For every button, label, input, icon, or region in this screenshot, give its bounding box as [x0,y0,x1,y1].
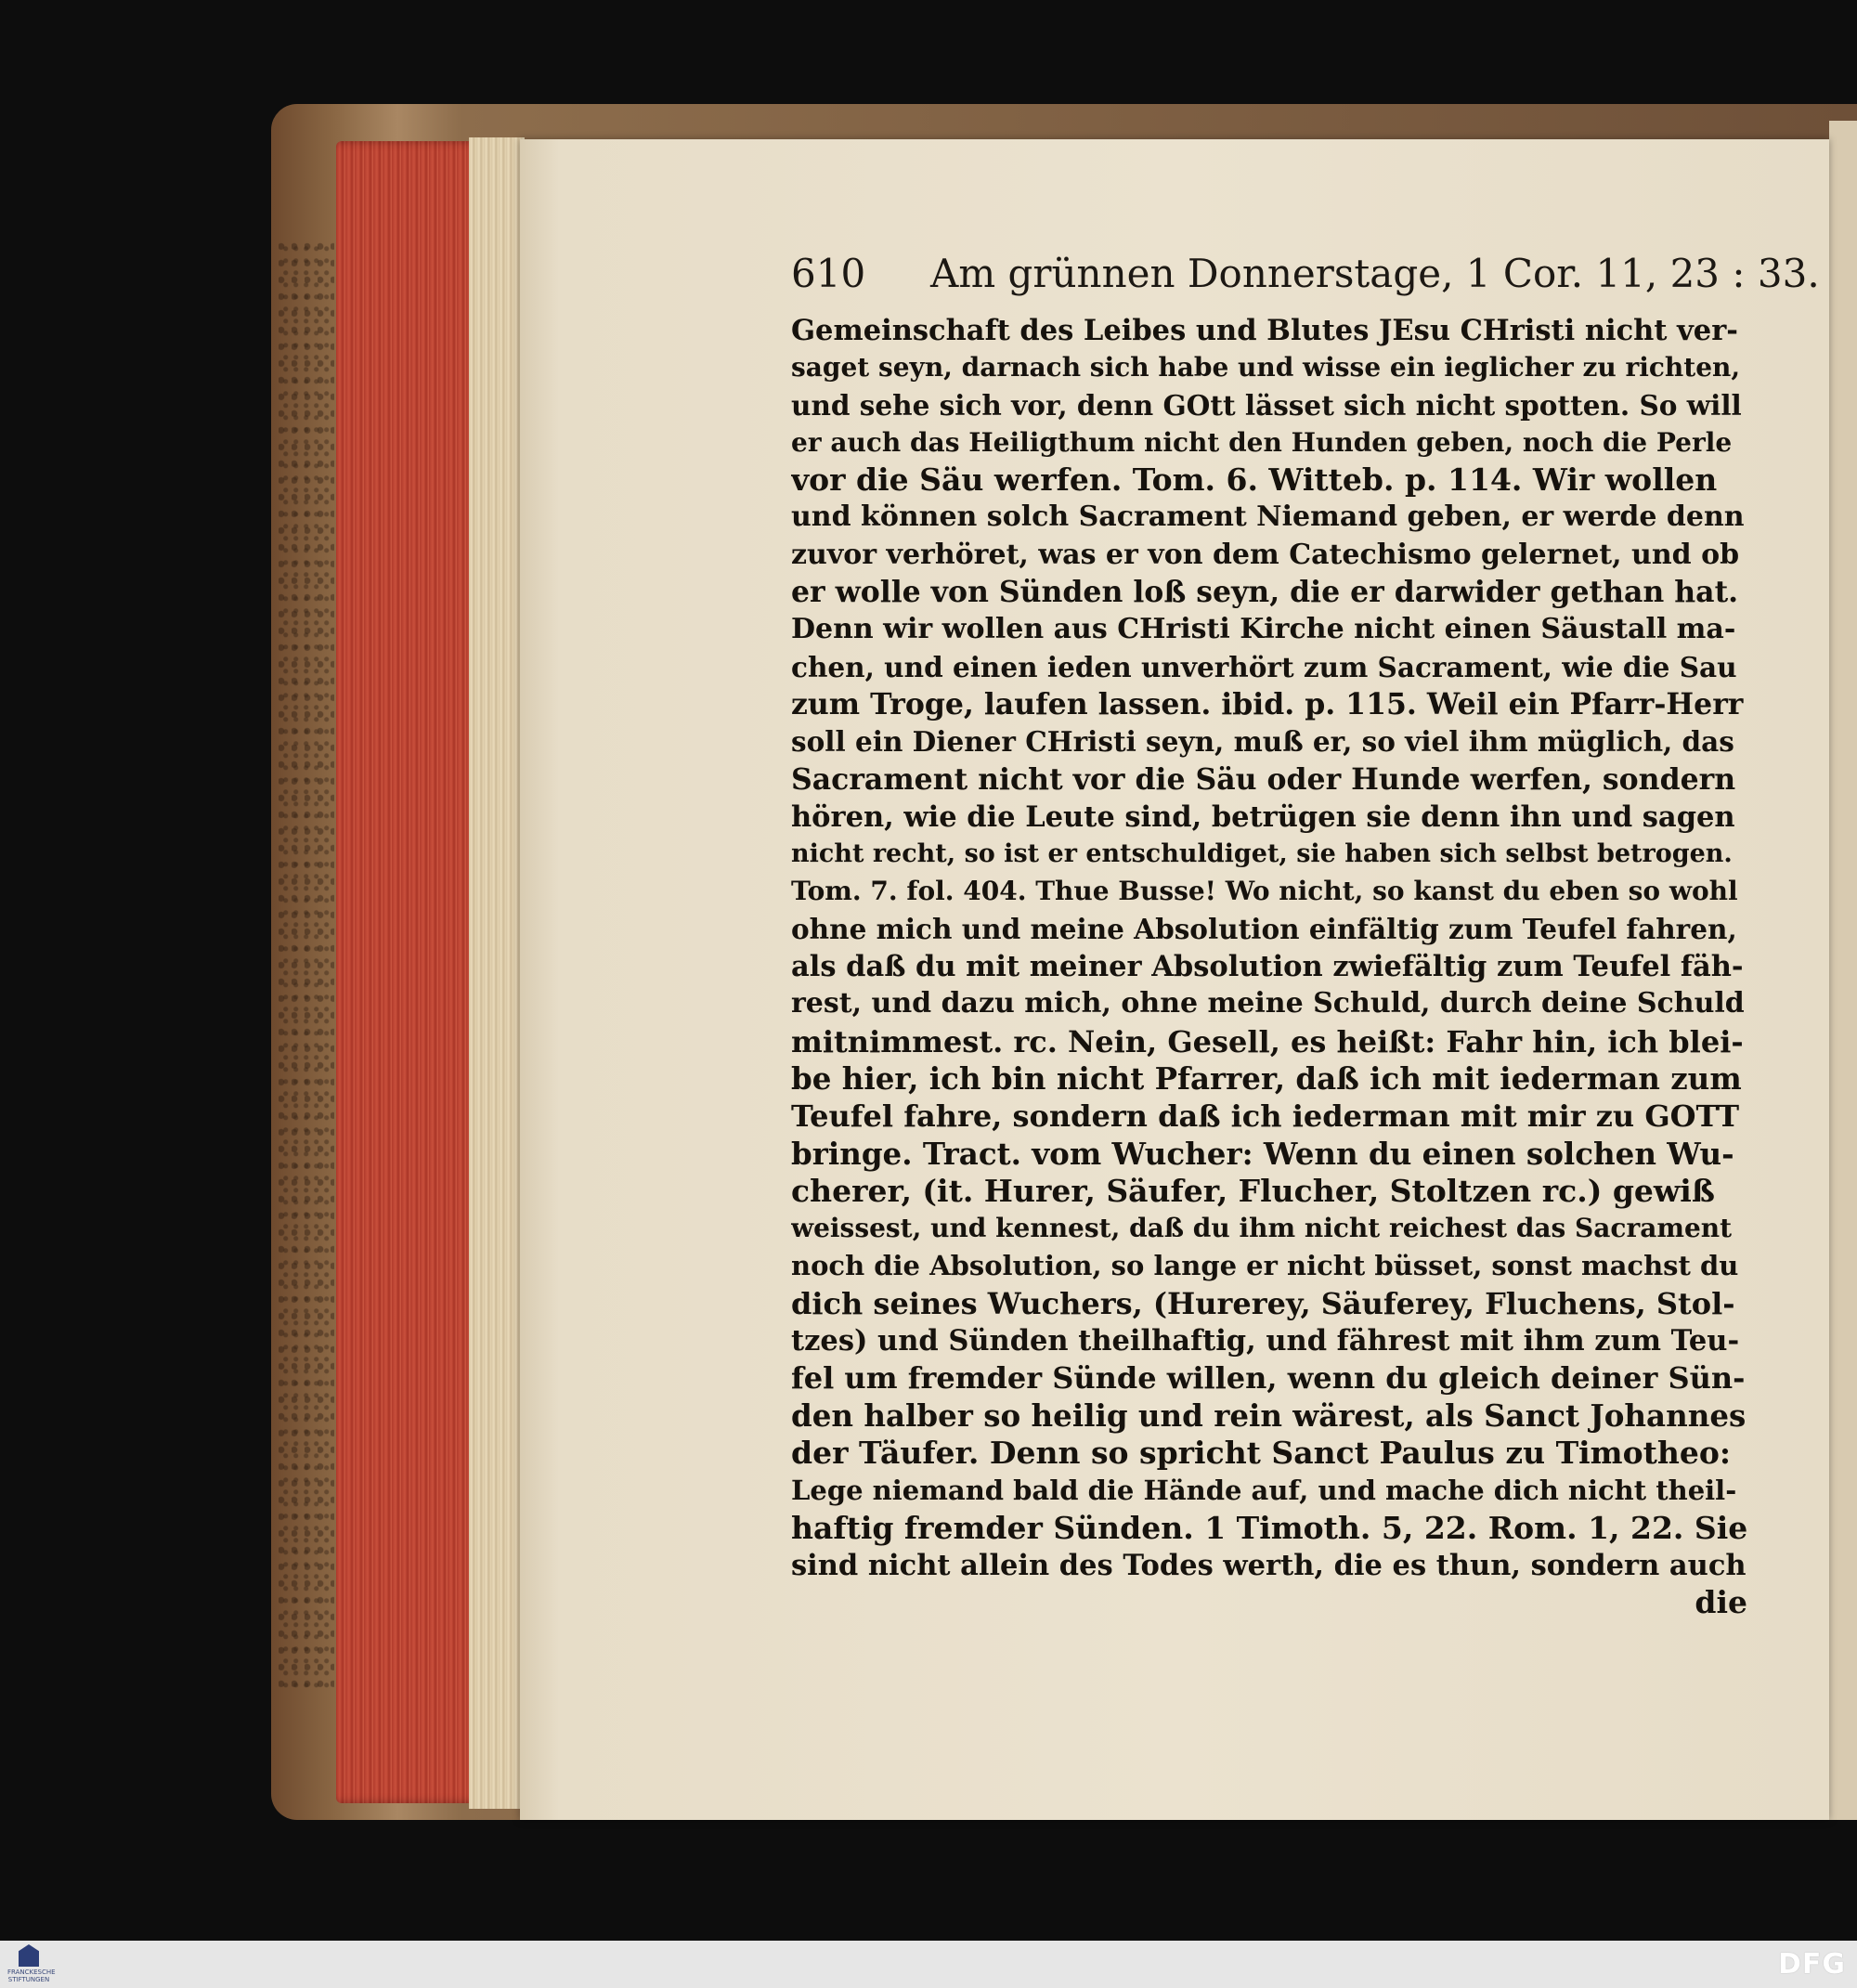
text-line: zum Troge, laufen lassen. ibid. p. 115. Weil ein Pfarr-Herr [791,686,1744,721]
body-text [791,312,1747,1621]
running-head: Am grünnen Donnerstage, 1 Cor. 11, 23 : 33. [930,251,1820,296]
page-edge-stack [469,137,525,1809]
text-line: und sehe sich vor, denn GOtt lässet sich nicht spotten. So will [791,388,1742,422]
dfg-logo: DFG [1777,1948,1846,1981]
text-line: vor die Säu werfen. Tom. 6. Witteb. p. 114. Wir wollen [791,461,1718,499]
text-line: hören, wie die Leute sind, betrügen sie denn ihn und sagen [791,799,1735,834]
text-line: er auch das Heiligthum nicht den Hunden geben, noch die Perle [791,426,1733,458]
book-spine [279,241,334,1690]
text-line: Denn wir wollen aus CHristi Kirche nicht einen Säustall ma- [791,613,1736,646]
page-edge-red [336,141,485,1803]
text-line: be hier, ich bin nicht Pfarrer, daß ich mit iederman zum [791,1059,1742,1097]
institution-logo-text: FRANCKESCHE STIFTUNGEN [7,1969,56,1983]
text-line: fel um fremder Sünde willen, wenn du gleich deiner Sün- [791,1360,1746,1397]
text-line: bringe. Tract. vom Wucher: Wenn du einen solchen Wu- [791,1135,1734,1172]
footer-bar [0,1941,1857,1988]
institution-logo [7,1944,56,1985]
text-line: ohne mich und meine Absolution einfältig zum Teufel fahren, [791,912,1737,945]
text-line: Gemeinschaft des Leibes und Blutes JEsu CHristi nicht ver- [791,314,1738,347]
text-line: er wolle von Sünden loß seyn, die er darwider gethan hat. [791,575,1739,610]
text-line: chen, und einen ieden unverhört zum Sacrament, wie die Sau [791,650,1737,683]
text-line: Sacrament nicht vor die Säu oder Hunde werfen, sondern [791,761,1736,797]
text-line: Tom. 7. fol. 404. Thue Busse! Wo nicht, so kanst du eben so wohl [791,876,1738,907]
text-line: weissest, und kennest, daß du ihm nicht reichest das Sacrament [791,1213,1733,1244]
text-line: Teufel fahre, sondern daß ich iederman mit mir zu GOTT [791,1098,1740,1135]
building-icon [19,1944,39,1967]
text-line: zuvor verhöret, was er von dem Catechismo gelernet, und ob [791,538,1740,571]
text-line: tzes) und Sünden theilhaftig, und fährest mit ihm zum Teu- [791,1324,1740,1358]
text-line: Lege niemand bald die Hände auf, und mache dich nicht theil- [791,1475,1737,1507]
text-line: sind nicht allein des Todes werth, die es thun, sondern auch [791,1548,1747,1582]
page-number: 610 [791,251,866,296]
text-line: und können solch Sacrament Niemand geben, er werde denn [791,500,1745,534]
text-line: der Täufer. Denn so spricht Sanct Paulus zu Timotheo: [791,1434,1732,1471]
page-header [791,251,1820,296]
text-line: saget seyn, darnach sich habe und wisse ein ieglicher zu richten, [791,352,1741,383]
text-line: soll ein Diener CHristi seyn, muß er, so viel ihm müglich, das [791,725,1734,759]
text-line: als daß du mit meiner Absolution zwiefältig zum Teufel fäh- [791,950,1744,984]
text-line: noch die Absolution, so lange er nicht büsset, sonst machst du [791,1250,1739,1282]
text-line: den halber so heilig und rein wärest, als Sanct Johannes [791,1397,1747,1434]
text-line: rest, und dazu mich, ohne meine Schuld, durch deine Schuld [791,987,1745,1020]
text-line: cherer, (it. Hurer, Säufer, Flucher, Stoltzen rc.) gewiß [791,1172,1715,1209]
text-line: nicht recht, so ist er entschuldiget, sie haben sich selbst betrogen. [791,839,1733,869]
text-line: mitnimmest. rc. Nein, Gesell, es heißt: Fahr hin, ich blei- [791,1023,1744,1059]
text-line: haftig fremder Sünden. 1 Timoth. 5, 22. Rom. 1, 22. Sie [791,1509,1747,1546]
text-line: dich seines Wuchers, (Hurerey, Säuferey, Fluchens, Stol- [791,1285,1735,1321]
catchword: die [1695,1584,1747,1621]
facing-page-edge [1829,121,1857,1820]
